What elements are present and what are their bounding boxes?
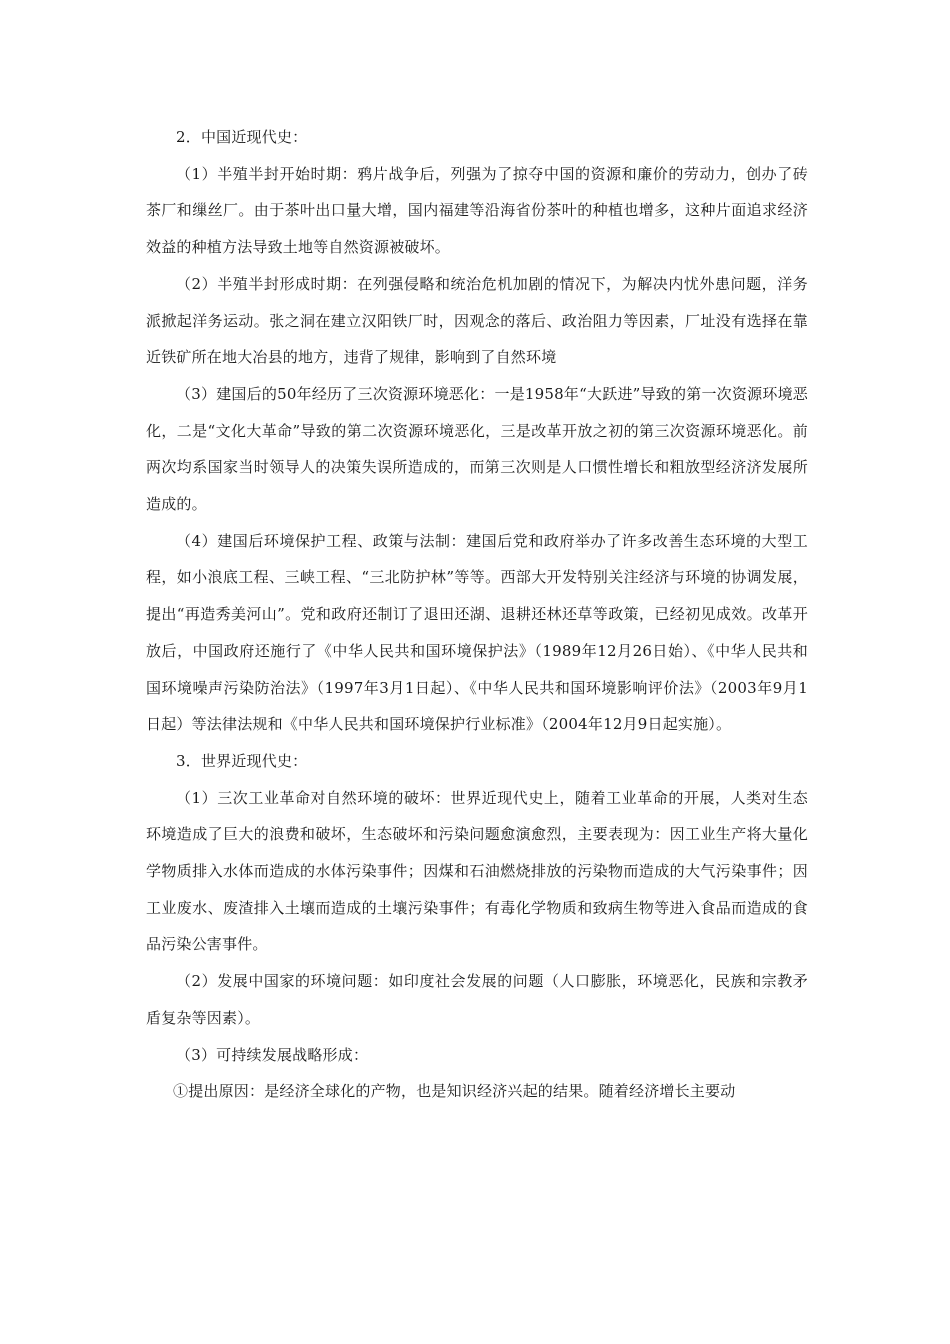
paragraph-world-3: （3）可持续发展战略形成：: [176, 1045, 369, 1064]
paragraph-world-1: （1）三次工业革命对自然环境的破坏：世界近现代史上，随着工业革命的开展，人类对生态环境造成了巨大的浪费和破坏，生态破坏和污染问题愈演愈烈，主要表现为：因工业生产将大量化学物质排入水体而造成的水体污染事件；因煤和石油燃烧排放的污染物而造成的大气污染事件；因工业废水、废渣排入土壤而造成的土壤污染事件；有毒化学物质和致病生物等进入食品而造成的食品污染公害事件。: [146, 788, 808, 954]
document-page: [146, 119, 808, 1110]
paragraph-world-2: （2）发展中国家的环境问题：如印度社会发展的问题（人口膨胀，环境恶化，民族和宗教矛盾复杂等因素）。: [146, 972, 808, 1027]
paragraph-world-3-item-1: ①提出原因：是经济全球化的产物，也是知识经济兴起的结果。随着经济增长主要动: [173, 1082, 736, 1101]
section-heading-china-modern-history: 2．中国近现代史：: [176, 128, 308, 146]
paragraph-china-1: （1）半殖半封开始时期：鸦片战争后，列强为了掠夺中国的资源和廉价的劳动力，创办了砖茶厂和缫丝厂。由于茶叶出口量大增，国内福建等沿海省份茶叶的种植也增多，这种片面追求经济效益的种植方法导致土地等自然资源被破坏。: [146, 164, 808, 257]
section-heading-world-modern-history: 3．世界近现代史：: [176, 751, 308, 770]
paragraph-china-3: （3）建国后的50年经历了三次资源环境恶化：一是1958年“大跃进”导致的第一次资源环境恶化，二是“文化大革命”导致的第二次资源环境恶化，三是改革开放之初的第三次资源环境恶化。前两次均系国家当时领导人的决策失误所造成的，而第三次则是人口惯性增长和粗放型经济济发展所造成的。: [146, 384, 808, 514]
paragraph-china-2: （2）半殖半封形成时期：在列强侵略和统治危机加剧的情况下，为解决内忧外患问题，洋务派掀起洋务运动。张之洞在建立汉阳铁厂时，因观念的落后、政治阻力等因素，厂址没有选择在靠近铁矿所在地大冶县的地方，违背了规律，影响到了自然环境: [146, 274, 808, 367]
paragraph-china-4: （4）建国后环境保护工程、政策与法制：建国后党和政府举办了许多改善生态环境的大型工程，如小浪底工程、三峡工程、“三北防护林”等等。西部大开发特别关注经济与环境的协调发展，提出“再造秀美河山”。党和政府还制订了退田还湖、退耕还林还草等政策，已经初见成效。改革开放后，中国政府还施行了《中华人民共和国环境保护法》（1989年12月26日始）、《中华人民共和国环境噪声污染防治法》（1997年3月1日起）、《中华人民共和国环境影响评价法》（2003年9月1日起）等法律法规和《中华人民共和国环境保护行业标准》（2004年12月9日起实施）。: [146, 531, 808, 734]
